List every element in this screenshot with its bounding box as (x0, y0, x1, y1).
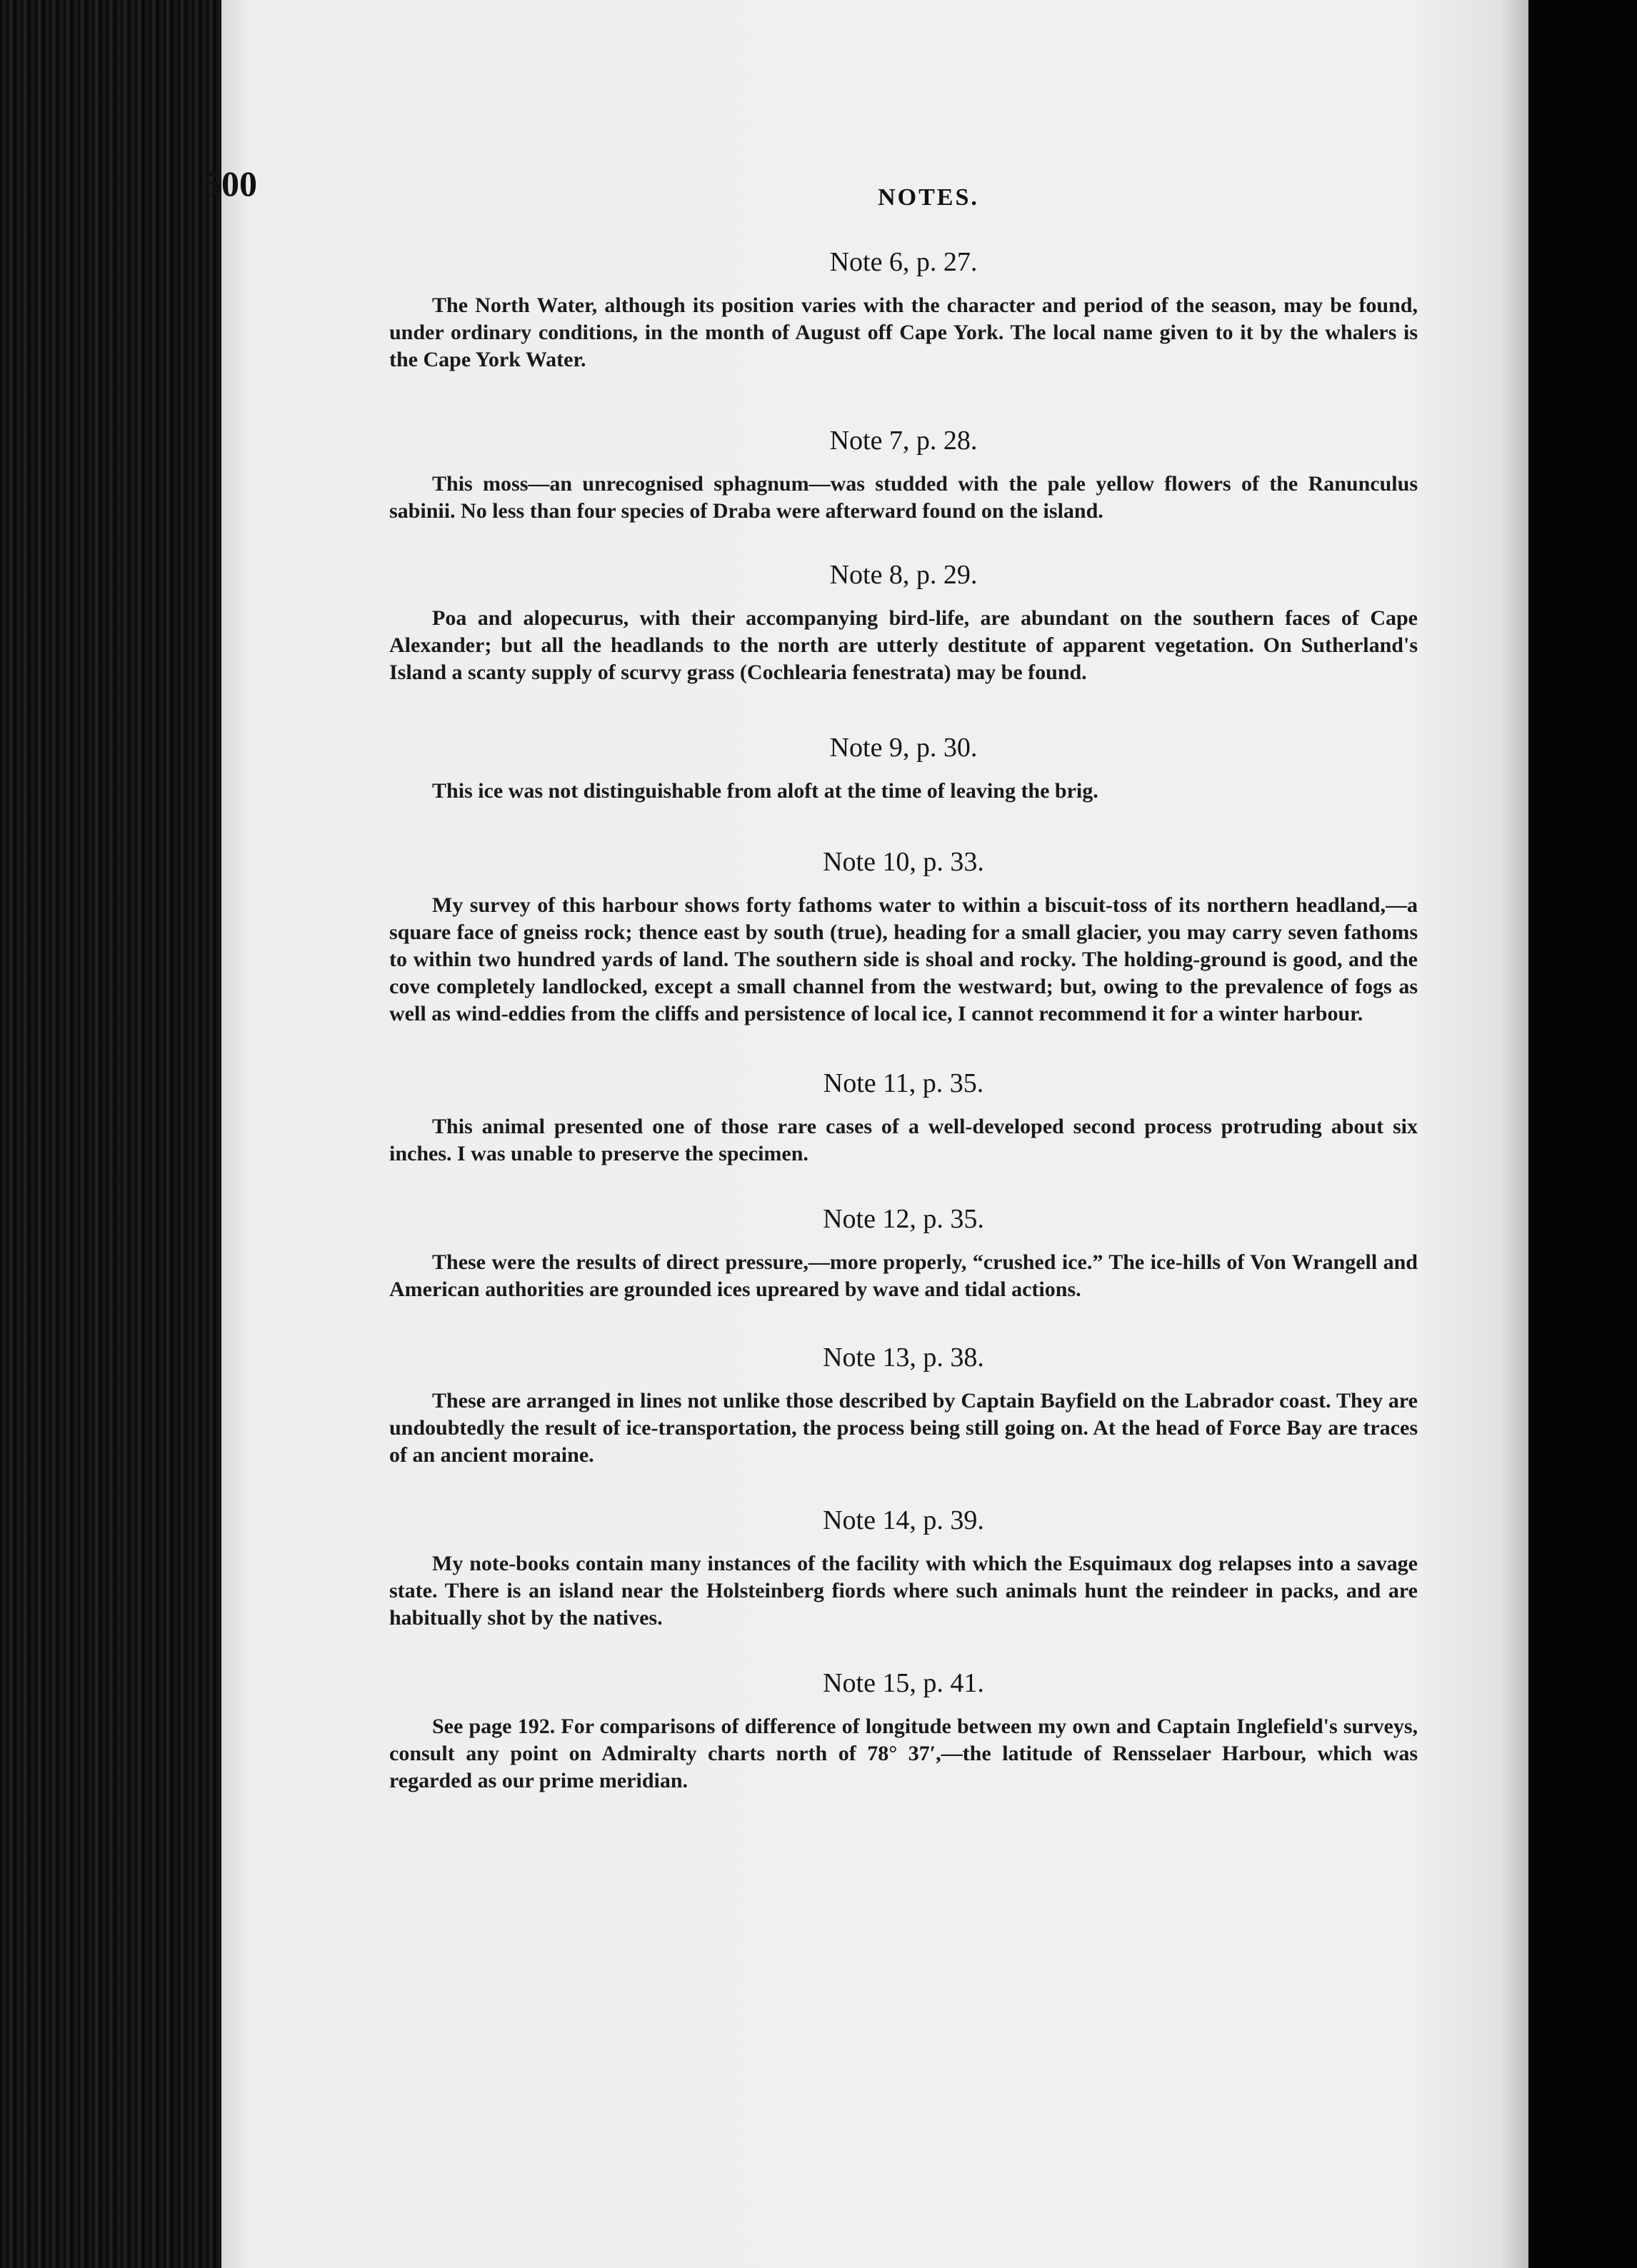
book-spine-edge (0, 0, 221, 2268)
note-body: This animal presented one of those rare cases of a well-developed second process protruding about six inches. I was unable to preserve the specimen. (389, 1115, 1418, 1165)
note-title: Note 13, p. 38. (823, 1343, 984, 1373)
note-11 (389, 1068, 1418, 1168)
note-10 (389, 846, 1418, 1028)
note-body: The North Water, although its position varies with the character and period of the season, may be found, under ordinary conditions, in the month of August off Cape York. The local name given to it by the whalers is the Cape York Water. (389, 293, 1418, 371)
note-title: Note 7, p. 28. (829, 426, 978, 456)
note-15 (389, 1667, 1418, 1795)
note-12 (389, 1203, 1418, 1303)
note-8 (389, 559, 1418, 686)
note-7 (389, 425, 1418, 525)
note-13 (389, 1342, 1418, 1469)
note-title: Note 8, p. 29. (829, 560, 978, 590)
note-title: Note 14, p. 39. (823, 1505, 984, 1535)
note-body: See page 192. For comparisons of difference of longitude between my own and Captain Inglefield's surveys, consult any point on Admiralty charts north of 78° 37′,—the latitude of Rensselaer Harbour, which was regarded as our prime meridian. (389, 1715, 1418, 1792)
note-body: This moss—an unrecognised sphagnum—was studded with the pale yellow flowers of the Ranunculus sabinii. No less than four species of Draba were afterward found on the island. (389, 472, 1418, 523)
note-title: Note 6, p. 27. (829, 247, 978, 277)
note-title: Note 15, p. 41. (823, 1668, 984, 1698)
running-head: NOTES. (878, 184, 979, 211)
note-body: My note-books contain many instances of the facility with which the Esquimaux dog relapses into a savage state. There is an island near the Holsteinberg fiords where such animals hunt the reindeer in packs, and are habitually shot by the natives. (389, 1552, 1418, 1630)
note-9 (389, 732, 1418, 805)
facing-page-edge (1528, 0, 1637, 2268)
note-title: Note 11, p. 35. (823, 1068, 984, 1098)
note-14 (389, 1505, 1418, 1632)
note-body: This ice was not distinguishable from aloft at the time of leaving the brig. (432, 779, 1098, 803)
notes-content (389, 246, 1418, 1795)
note-title: Note 12, p. 35. (823, 1204, 984, 1234)
note-6 (389, 246, 1418, 373)
note-body: These were the results of direct pressure,—more properly, “crushed ice.” The ice-hills of Von Wrangell and American authorities are grounded ices upreared by wave and tidal actions. (389, 1250, 1418, 1301)
note-body: These are arranged in lines not unlike those described by Captain Bayfield on the Labrador coast. They are undoubtedly the result of ice-transportation, the process being still going on. At the head of Force Bay are traces of an ancient moraine. (389, 1389, 1418, 1467)
note-title: Note 9, p. 30. (829, 733, 978, 763)
note-body: My survey of this harbour shows forty fathoms water to within a biscuit-toss of its northern headland,—a square face of gneiss rock; thence east by south (true), heading for a small glacier, you may carry seven fathoms to within two hundred yards of land. The southern side is shoal and rocky. The holding-ground is good, and the cove completely landlocked, except a small channel from the westward; but, owing to the prevalence of fogs as well as wind-eddies from the cliffs and persistence of local ice, I cannot recommend it for a winter harbour. (389, 893, 1418, 1025)
page-number: 500 (204, 164, 257, 204)
note-title: Note 10, p. 33. (823, 847, 984, 877)
note-body: Poa and alopecurus, with their accompanying bird-life, are abundant on the southern faces of Cape Alexander; but all the headlands to the north are utterly destitute of apparent vegetation. On Sutherland's Island a scanty supply of scurvy grass (Cochlearia fenestrata) may be found. (389, 606, 1418, 684)
